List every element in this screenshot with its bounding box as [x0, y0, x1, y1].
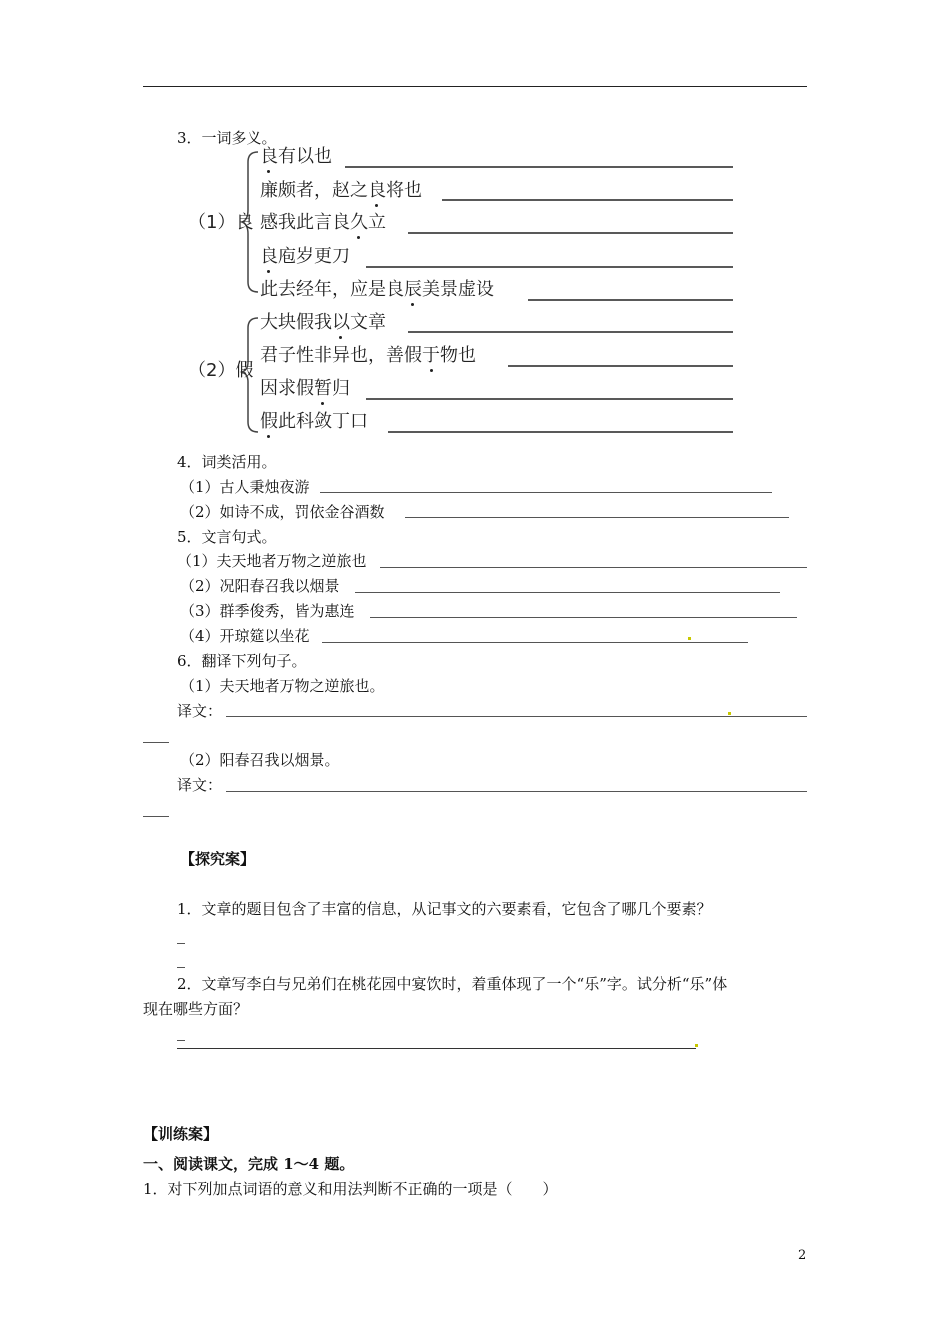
emphasis-dot — [375, 204, 378, 207]
sec5-item: （4）开琼筵以坐花 — [180, 627, 310, 645]
answer-line[interactable] — [370, 617, 797, 618]
training-q1: 1．对下列加点词语的意义和用法判断不正确的一项是（ ） — [143, 1180, 558, 1198]
answer-line-short[interactable] — [177, 1040, 185, 1041]
sec6-q1: （1）夫天地者万物之逆旅也。 — [180, 677, 385, 695]
answer-line[interactable] — [226, 716, 807, 717]
answer-line-short[interactable] — [177, 943, 185, 944]
mark-dot — [695, 1044, 698, 1047]
group1-item: 良庖岁更刀 — [260, 246, 350, 267]
sec4-title: 4．词类活用。 — [177, 453, 277, 471]
page-number: 2 — [798, 1248, 807, 1263]
answer-line[interactable] — [322, 642, 748, 643]
answer-line-wrap — [143, 816, 169, 817]
emphasis-dot — [267, 435, 270, 438]
training-part1: 一、阅读课文，完成 1～4 题。 — [143, 1155, 355, 1173]
answer-line-short[interactable] — [177, 967, 185, 968]
sec5-item: （1）夫天地者万物之逆旅也 — [177, 552, 367, 570]
answer-line-wrap — [143, 742, 169, 743]
group1-item: 良有以也 — [260, 146, 332, 167]
emphasis-dot — [339, 336, 342, 339]
answer-line[interactable] — [355, 592, 780, 593]
sec3-title: 3．一词多义。 — [177, 129, 277, 147]
group2-item: 君子性非异也，善假于物也 — [260, 345, 476, 366]
group2-item: 大块假我以文章 — [260, 312, 386, 333]
sec4-item: （1）古人秉烛夜游 — [180, 478, 310, 496]
group1-item: 廉颇者，赵之良将也 — [260, 180, 422, 201]
sec6-title: 6．翻译下列句子。 — [177, 652, 307, 670]
sec6-q2: （2）阳春召我以烟景。 — [180, 751, 340, 769]
sec5-item: （2）况阳春召我以烟景 — [180, 577, 340, 595]
answer-line[interactable] — [320, 492, 772, 493]
sec5-item: （3）群季俊秀，皆为惠连 — [180, 602, 355, 620]
training-heading: 【训练案】 — [143, 1125, 219, 1143]
answer-line[interactable] — [405, 517, 789, 518]
group2-label: （2）假 — [188, 360, 254, 381]
answer-label: 译文： — [177, 702, 223, 720]
emphasis-dot — [357, 236, 360, 239]
emphasis-dot — [321, 402, 324, 405]
mark-dot — [688, 637, 691, 640]
answer-line[interactable] — [226, 791, 807, 792]
emphasis-dot — [267, 170, 270, 173]
sec5-title: 5．文言句式。 — [177, 528, 277, 546]
emphasis-dot — [430, 369, 433, 372]
emphasis-dot — [411, 303, 414, 306]
explore-q2-line2: 现在哪些方面？ — [143, 1000, 249, 1018]
sec4-item: （2）如诗不成，罚依金谷酒数 — [180, 503, 385, 521]
mark-dot — [728, 712, 731, 715]
group2-item: 因求假暂归 — [260, 378, 350, 399]
explore-q2-line1: 2．文章写李白与兄弟们在桃花园中宴饮时，着重体现了一个“乐”字。试分析“乐”体 — [177, 975, 728, 993]
emphasis-dot — [267, 270, 270, 273]
group1-label: （1）良 — [188, 212, 254, 233]
answer-line[interactable] — [380, 567, 807, 568]
answer-label: 译文： — [177, 776, 223, 794]
group2-item: 假此科敛丁口 — [260, 411, 368, 432]
explore-heading: 【探究案】 — [180, 850, 256, 868]
answer-line[interactable] — [177, 1048, 696, 1049]
group1-item: 感我此言良久立 — [260, 212, 386, 233]
group1-item: 此去经年，应是良辰美景虚设 — [260, 279, 494, 300]
explore-q1: 1．文章的题目包含了丰富的信息，从记事文的六要素看，它包含了哪几个要素？ — [177, 900, 712, 918]
